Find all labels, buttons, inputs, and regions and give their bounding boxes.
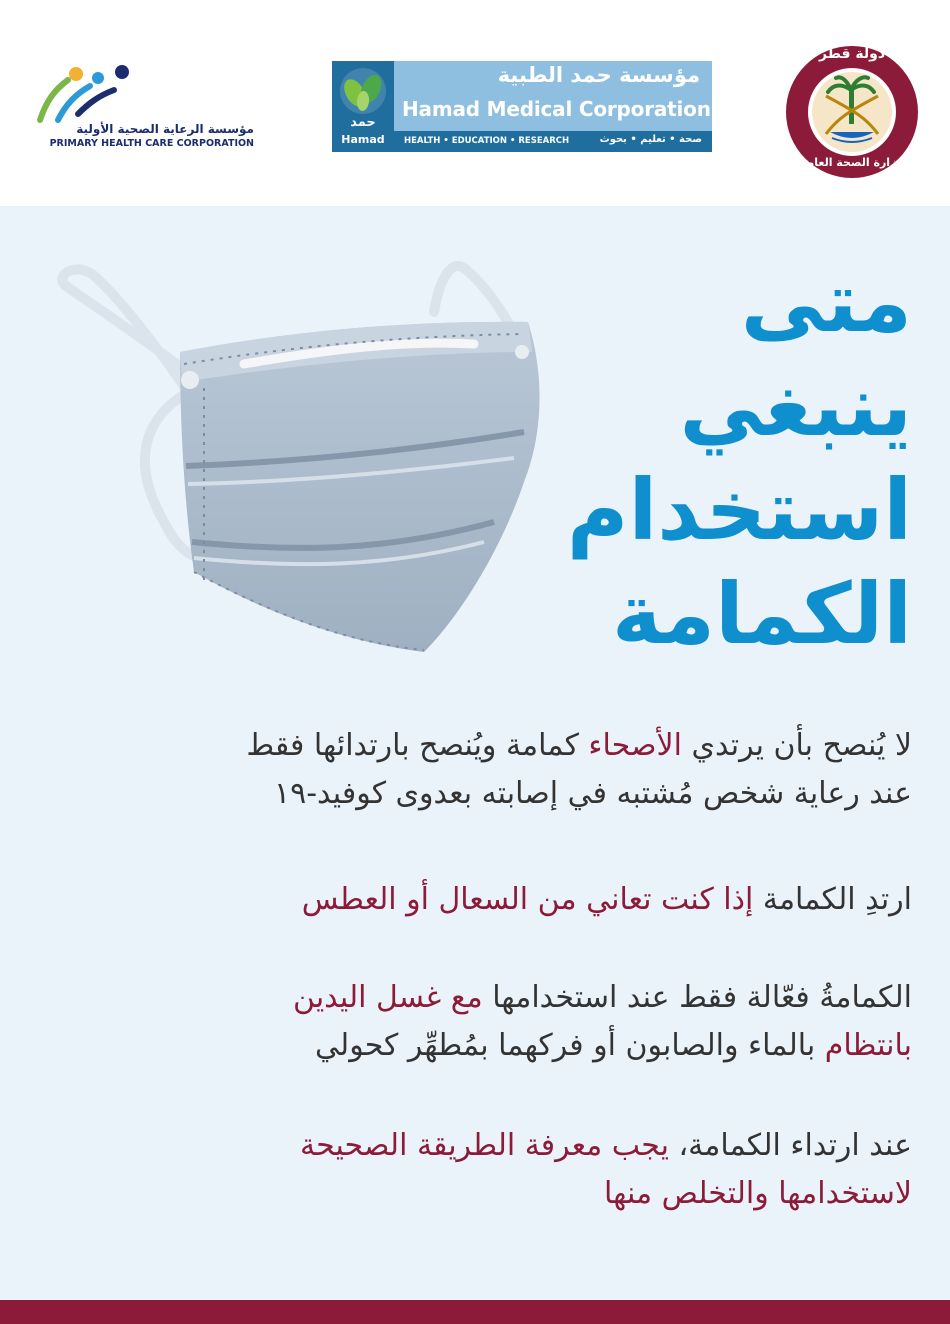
title-line: استخدام [566,461,912,559]
hmc-name-en: Hamad Medical Corporation [402,97,711,121]
page-title [520,250,912,666]
text-span: عند ارتداء الكمامة، [668,1128,912,1163]
highlight-span: بانتظام [824,1028,912,1063]
hmc-badge-ar: حمد [350,115,376,130]
moph-bottom-text: وزارة الصحة العامة [800,156,904,169]
hmc-badge [332,61,394,152]
paragraph-line [36,722,912,770]
phcc-name-ar: مؤسسة الرعاية الصحية الأولية [76,122,254,136]
paragraph-line [36,974,912,1022]
title-line: متى [740,253,912,351]
paragraph-line [36,876,912,924]
highlight-span: مع غسل اليدين [293,980,483,1015]
face-mask-icon [44,252,564,672]
advice-paragraph-3 [36,974,912,1070]
paragraph-line [36,1122,912,1170]
text-span: ارتدِ الكمامة [753,882,912,917]
phcc-figures-icon [36,62,146,124]
highlight-span: إذا كنت تعاني من السعال أو العطس [301,882,754,917]
hmc-badge-en: Hamad [341,133,385,146]
moph-emblem [782,42,922,182]
text-span: كمامة ويُنصح بارتدائها فقط [246,728,589,763]
hmc-tagline-bar [394,131,712,152]
hmc-tagline-ar: صحة • تعليم • بحوث [599,134,702,145]
title-line: الكمامة [612,565,912,663]
leaves-icon [338,67,388,115]
paragraph-line: لاستخدامها والتخلص منها [603,1176,912,1211]
paragraph-line [36,1022,912,1070]
text-span: لا يُنصح بأن يرتدي [681,728,912,763]
highlight-span: الأصحاء [588,728,682,763]
advice-paragraph-2 [36,876,912,924]
hmc-tagline-en: HEALTH • EDUCATION • RESEARCH [404,136,570,146]
moph-top-text: دولة قطر [818,46,886,62]
phcc-name-en: PRIMARY HEALTH CARE CORPORATION [49,138,254,149]
hmc-logo [332,61,712,152]
footer-bar [0,1300,950,1324]
phcc-logo [36,62,266,154]
text-span: بالماء والصابون أو فركهما بمُطهِّر كحولي [315,1028,825,1063]
advice-paragraph-4 [36,1122,912,1218]
highlight-span: يجب معرفة الطريقة الصحيحة [300,1128,669,1163]
hmc-name-panel [394,61,712,131]
title-line: ينبغي [679,357,912,455]
header [0,0,950,206]
text-span: الكمامةُ فعّالة فقط عند استخدامها [482,980,912,1015]
face-mask-illustration [44,252,564,672]
advice-paragraph-1 [36,722,912,818]
paragraph-line: عند رعاية شخص مُشتبه في إصابته بعدوى كوفيد-١٩ [274,776,912,811]
hmc-name-ar: مؤسسة حمد الطبية [497,63,700,87]
